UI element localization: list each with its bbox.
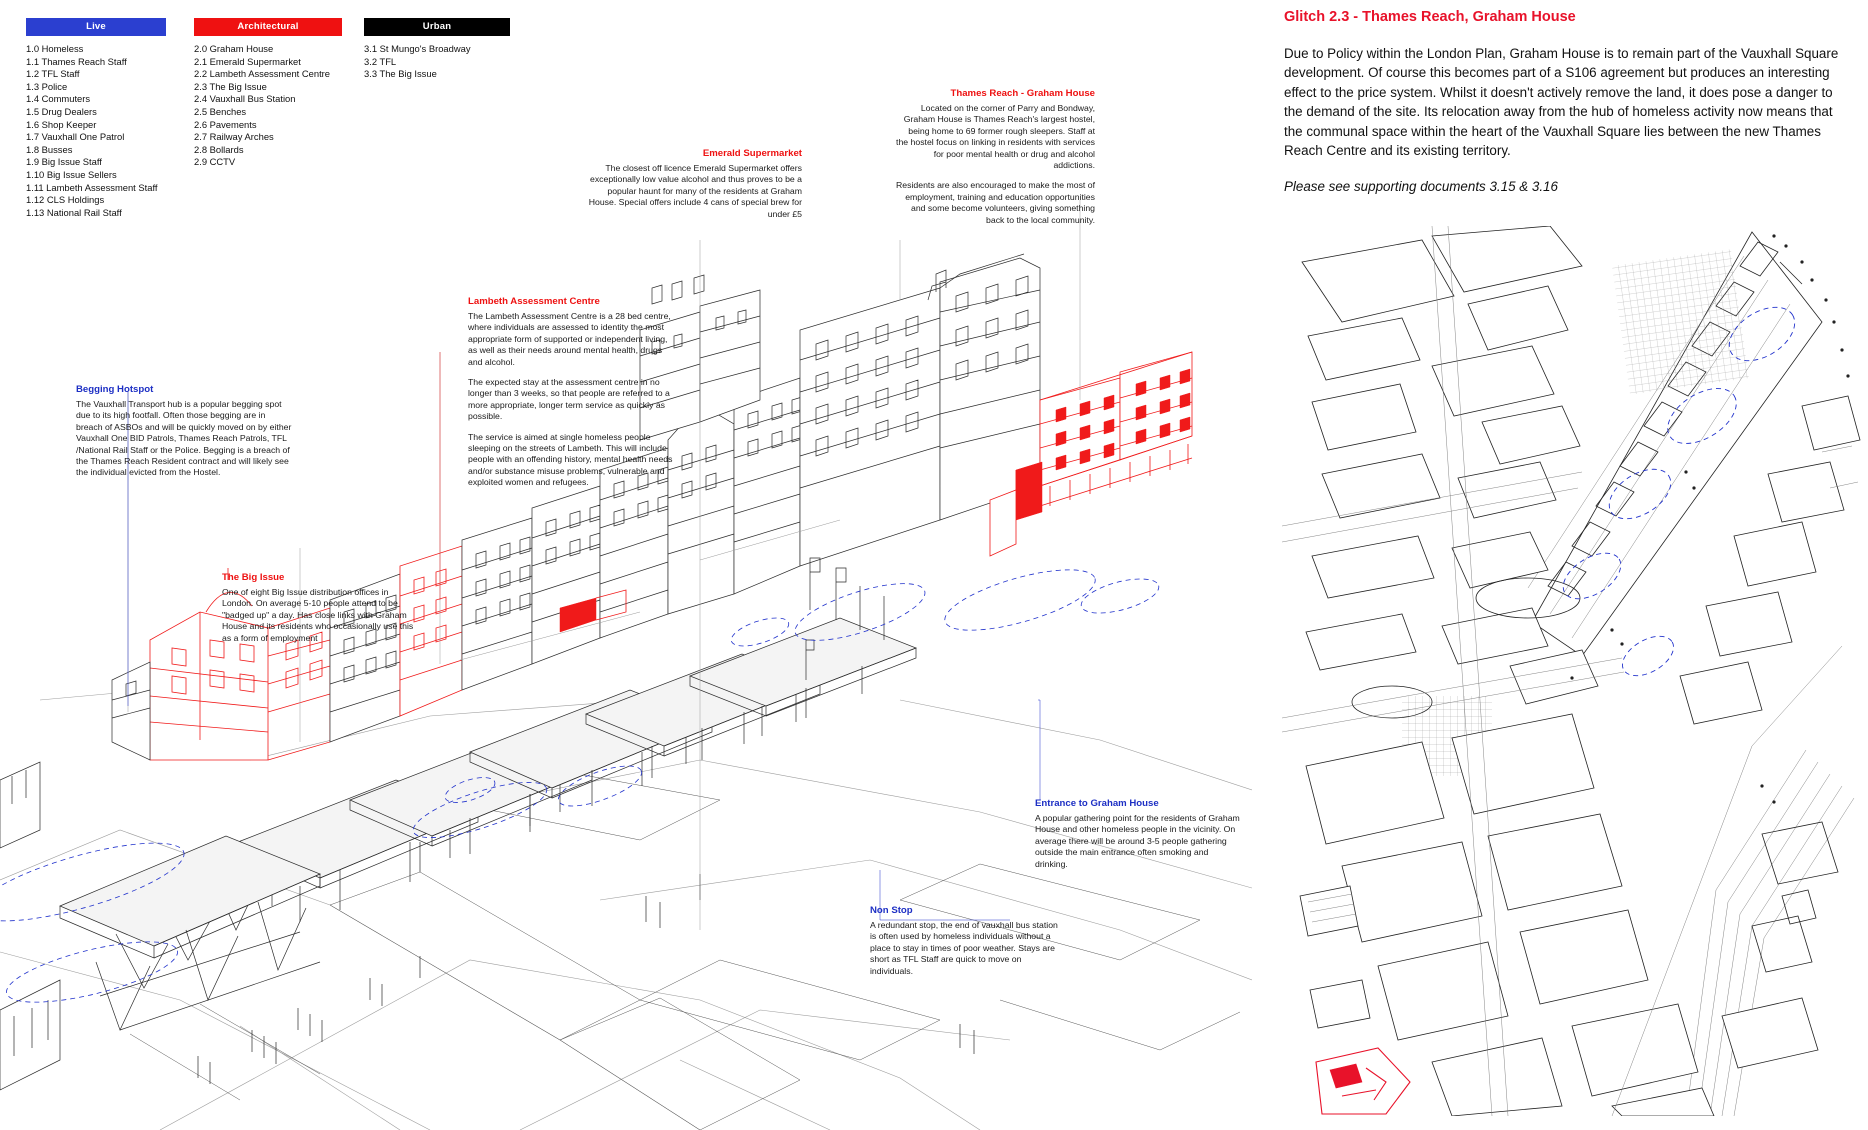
commentary-paragraph: Due to Policy within the London Plan, Graham House is to remain part of the Vauxhall Square development. Of course this becomes part of a S106 agreement but produces an interesting effect to the price system. Whilst it doesn't actively remove the land, it does pose a danger to the demand of the site. Its relocation away from the hub of homeless activity now means that the communal space within the heart of the Vauxhall Square lies between the new Thames Reach Centre and its existing territory. bbox=[1284, 46, 1839, 159]
supporting-documents-note: Please see supporting documents 3.15 & 3.16 bbox=[1284, 179, 1558, 195]
building-footprints-east bbox=[1680, 396, 1860, 724]
legend-item: 1.0 Homeless bbox=[26, 43, 84, 54]
corner-building-left bbox=[112, 662, 150, 760]
legend-item: 3.1 St Mungo's Broadway bbox=[364, 43, 471, 54]
highlighted-plot-red bbox=[1316, 1048, 1410, 1114]
callout-body bbox=[580, 163, 802, 220]
legend-item: 2.1 Emerald Supermarket bbox=[194, 55, 301, 67]
legend-item: 2.8 Bollards bbox=[194, 143, 244, 155]
callout-title: Non Stop bbox=[870, 905, 913, 916]
site-plan-drawing bbox=[1282, 226, 1862, 1116]
callout-title: Emerald Supermarket bbox=[702, 148, 802, 159]
legend-live bbox=[26, 18, 166, 219]
callout-begging-hotspot bbox=[76, 384, 294, 479]
page-title: Glitch 2.3 - Thames Reach, Graham House bbox=[1284, 9, 1576, 25]
legend-item: 3.2 TFL bbox=[364, 55, 397, 67]
legend-item: 2.0 Graham House bbox=[194, 43, 274, 54]
callout-paragraph: Located on the corner of Parry and Bondway, Graham House is Thames Reach's largest hostel, being home to 69 former rough sleepers. Staff at the hostel focus on linking in residents with services for poor mental health or drug and alcohol addictions. bbox=[896, 103, 1095, 171]
legend-item: 1.11 Lambeth Assessment Staff bbox=[26, 181, 158, 193]
callout-thames-reach bbox=[895, 88, 1095, 226]
callout-title: Begging Hotspot bbox=[76, 384, 154, 395]
legend-item: 2.7 Railway Arches bbox=[194, 131, 274, 143]
legend-item: 1.8 Busses bbox=[26, 143, 73, 155]
callout-paragraph: The Lambeth Assessment Centre is a 28 bed centre, where individuals are assessed to identity the most appropriate form of supported or independent living, as well as their needs around mental health, drugs and alcohol. bbox=[468, 311, 671, 367]
callout-emerald-supermarket bbox=[580, 148, 802, 220]
callout-title: Entrance to Graham House bbox=[1035, 798, 1159, 809]
callout-body bbox=[870, 920, 1062, 977]
callout-paragraph: The service is aimed at single homeless people sleeping on the streets of Lambeth. This will include people with an offending history, mental health needs and/or substance misuse problems, vulnerable and exploited women and refugees. bbox=[468, 431, 673, 488]
legend-architectural bbox=[194, 18, 342, 169]
legend-item: 1.4 Commuters bbox=[26, 93, 91, 105]
building-footprints-central bbox=[1306, 714, 1698, 1116]
commentary-panel bbox=[1252, 0, 1868, 1130]
callout-body bbox=[1035, 813, 1243, 870]
bus-station-deck bbox=[60, 836, 320, 1100]
callout-paragraph: Residents are also encouraged to make the most of employment, training and education opportunities and some become volunteers, giving something back to the local community. bbox=[896, 180, 1095, 225]
legend-item: 1.12 CLS Holdings bbox=[26, 194, 105, 206]
legend-urban-items bbox=[364, 43, 510, 81]
legend-item: 2.6 Pavements bbox=[194, 118, 257, 130]
legend-urban bbox=[364, 18, 510, 81]
legend-item: 1.6 Shop Keeper bbox=[26, 118, 97, 130]
callout-body bbox=[468, 311, 678, 489]
legend-item: 3.3 The Big Issue bbox=[364, 68, 437, 80]
graham-house-red bbox=[1040, 352, 1192, 506]
legend-item: 2.9 CCTV bbox=[194, 156, 236, 168]
legend-urban-header: Urban bbox=[364, 18, 510, 36]
callout-lambeth-assessment-centre bbox=[468, 296, 678, 489]
legend-item: 1.9 Big Issue Staff bbox=[26, 156, 102, 168]
callout-body bbox=[895, 103, 1095, 226]
callout-paragraph: A redundant stop, the end of vauxhall bus station is often used by homeless individuals without a place to stay in times of poor weather. Stays are short as TFL Staff are quick to move on individuals. bbox=[870, 920, 1058, 976]
callout-paragraph: The expected stay at the assessment centre in no longer than 3 weeks, so that people are referred to a more appropriate, longer term service as quickly as possible. bbox=[468, 377, 670, 422]
legend-item: 2.2 Lambeth Assessment Centre bbox=[194, 68, 331, 80]
callout-paragraph: The Vauxhall Transport hub is a popular begging spot due to its high footfall. Often those begging are in breach of ASBOs and will be quickly moved on by either Vauxhall One BID Patrols, Thames Reach Patrols, TFL /National Rail Staff or the Police. Begging is a breach of the Thames Reach Resident contract and will likely see the individual evicted from the Hostel. bbox=[76, 399, 292, 478]
callout-body bbox=[222, 587, 422, 644]
legend-live-header: Live bbox=[26, 18, 166, 36]
site-plan-map bbox=[1282, 226, 1862, 1116]
callout-non-stop bbox=[870, 905, 1062, 977]
callout-big-issue bbox=[222, 572, 422, 644]
legend-item: 1.2 TFL Staff bbox=[26, 68, 80, 80]
legend-live-items bbox=[26, 43, 166, 219]
building-footprints-mid bbox=[1306, 532, 1598, 718]
legend-item: 2.3 The Big Issue bbox=[194, 80, 267, 92]
texture-block-a bbox=[1612, 249, 1749, 394]
callout-entrance-graham-house bbox=[1035, 798, 1243, 870]
station-understructure bbox=[0, 762, 60, 1090]
callout-title: Lambeth Assessment Centre bbox=[468, 296, 600, 307]
legend-item: 1.13 National Rail Staff bbox=[26, 206, 122, 218]
legend-item: 1.7 Vauxhall One Patrol bbox=[26, 131, 125, 143]
legend-item: 1.1 Thames Reach Staff bbox=[26, 55, 127, 67]
callout-body bbox=[76, 399, 294, 479]
callout-paragraph: A popular gathering point for the residents of Graham House and other homeless people in the vicinity. On average there will be around 3-5 people gathering outside the main entrance often smoking and drinking. bbox=[1035, 813, 1240, 869]
legend-item: 1.10 Big Issue Sellers bbox=[26, 168, 117, 180]
legend-item: 1.5 Drug Dealers bbox=[26, 105, 97, 117]
callout-paragraph: The closest off licence Emerald Supermarket offers exceptionally low value alcohol and thus proves to be a popular haunt for many of the residents at Graham House. Special offers include 4 cans of special brew for under £5 bbox=[588, 163, 802, 219]
callout-title: The Big Issue bbox=[222, 572, 285, 583]
callout-paragraph: One of eight Big Issue distribution offices in London. On average 5-10 people attend to be "badged up" a day. Has close links with Graham House and its residents who occasionally use this as a form of employment bbox=[222, 587, 414, 643]
legend-item: 2.4 Vauxhall Bus Station bbox=[194, 93, 296, 105]
legend-item: 2.5 Benches bbox=[194, 105, 247, 117]
legend-architectural-header: Architectural bbox=[194, 18, 342, 36]
legend-architectural-items bbox=[194, 43, 342, 169]
commentary-text bbox=[1284, 44, 1850, 214]
legend-item: 1.3 Police bbox=[26, 80, 68, 92]
callout-title: Thames Reach - Graham House bbox=[950, 88, 1095, 99]
